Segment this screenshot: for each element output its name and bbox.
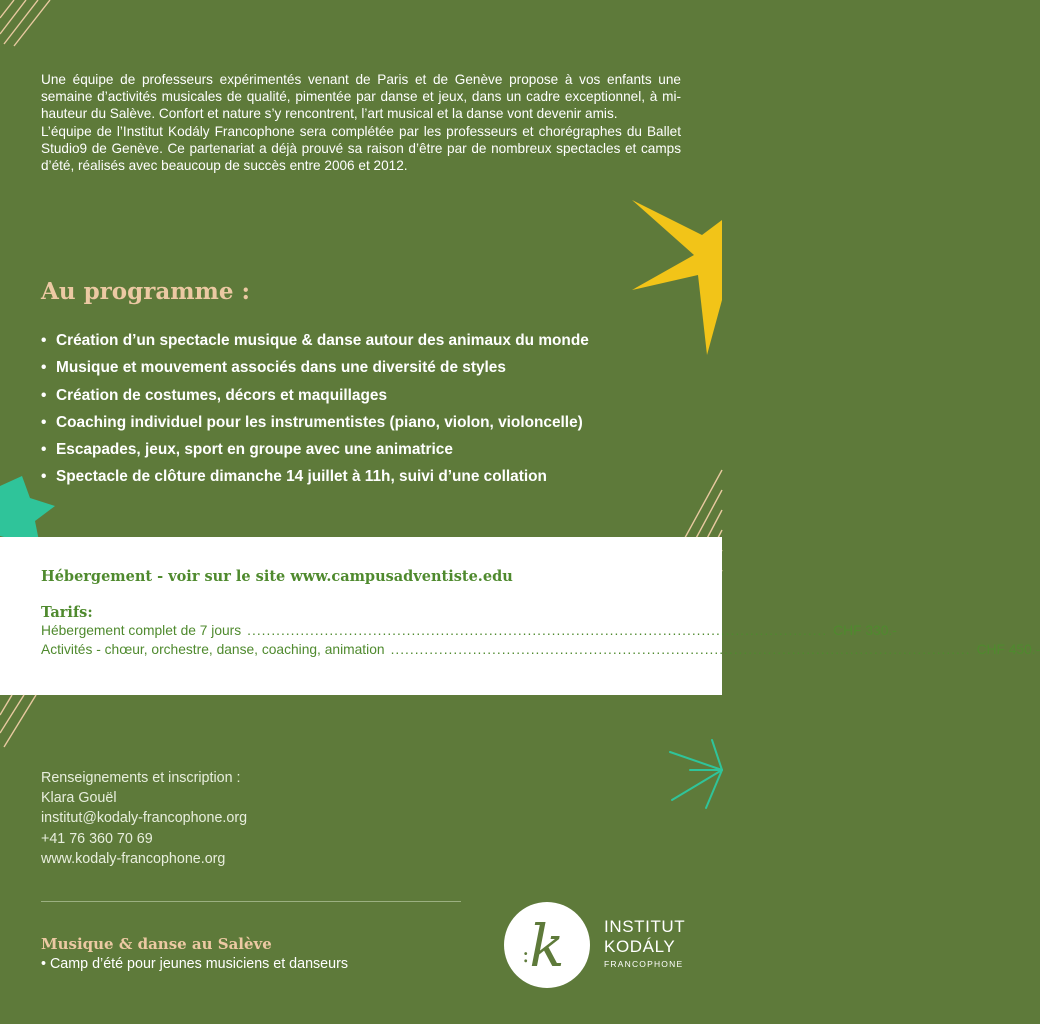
programme-item: • Création d’un spectacle musique & danse autour des animaux du monde bbox=[41, 331, 589, 358]
contact-name: Klara Gouël bbox=[41, 790, 117, 807]
programme-item: • Création de costumes, décors et maquillages bbox=[41, 386, 589, 413]
divider bbox=[41, 901, 461, 902]
logo-mark bbox=[504, 902, 590, 988]
contact-email[interactable]: institut@kodaly-francophone.org bbox=[41, 810, 248, 827]
contact-website[interactable]: www.kodaly-francophone.org bbox=[41, 850, 226, 867]
contact-phone[interactable]: +41 76 360 70 69 bbox=[41, 830, 153, 847]
logo-text bbox=[604, 917, 685, 969]
programme-item: • Coaching individuel pour les instrumentistes (piano, violon, violoncelle) bbox=[41, 413, 589, 440]
contact-block bbox=[41, 768, 247, 869]
logo-k-icon bbox=[504, 902, 590, 988]
leader-dots: ........................................................................................................................ bbox=[247, 623, 828, 638]
tarif-row-activities bbox=[41, 642, 1040, 657]
diagonal-stripes-top-left bbox=[0, 0, 60, 55]
accommodation-link-text: Hébergement - voir sur le site www.campusadventiste.edu bbox=[41, 568, 513, 585]
leader-dots: ........................................................................................................................ bbox=[390, 642, 971, 657]
intro-paragraph-2: L’équipe de l’Institut Kodály Francophone sera complétée par les professeurs et chorégraphes du Ballet Studio9 de Genève. Ce partenariat a déjà prouvé sa raison d’être par de nombreux spectacles et camps d’été, réalisés avec beaucoup de succès entre 2006 et 2012. bbox=[41, 123, 681, 174]
yellow-star-shape bbox=[632, 180, 722, 355]
tarifs-heading: Tarifs: bbox=[41, 604, 93, 621]
logo-line-francophone: FRANCOPHONE bbox=[604, 959, 684, 969]
intro-paragraph-1: Une équipe de professeurs expérimentés venant de Paris et de Genève propose à vos enfants une semaine d’activités musicales de qualité, pimentée par danse et jeux, dans un cadre exceptionnel, à mi-hauteur du Salève. Confort et nature s’y rencontrent, l’art musical et la danse vont devenir amis. bbox=[41, 72, 681, 122]
tarif-price: CHF 330.- bbox=[833, 623, 897, 638]
footer-title: Musique & danse au Salève bbox=[41, 935, 272, 953]
programme-heading: Au programme : bbox=[41, 278, 251, 305]
diagonal-stripes-left bbox=[0, 695, 36, 750]
tarif-label: Activités - chœur, orchestre, danse, coaching, animation bbox=[41, 642, 385, 657]
logo-line-institut: INSTITUT bbox=[604, 917, 686, 936]
intro-text bbox=[41, 71, 681, 174]
accommodation-band bbox=[0, 537, 722, 695]
contact-heading: Renseignements et inscription : bbox=[41, 770, 241, 786]
tarif-label: Hébergement complet de 7 jours bbox=[41, 623, 242, 638]
programme-item: • Spectacle de clôture dimanche 14 juillet à 11h, suivi d’une collation bbox=[41, 467, 589, 494]
programme-item: • Musique et mouvement associés dans une diversité de styles bbox=[41, 358, 589, 385]
logo-line-kodaly: KODÁLY bbox=[604, 937, 676, 956]
programme-list bbox=[41, 331, 589, 495]
svg-text:k: k bbox=[529, 912, 565, 980]
programme-item: • Escapades, jeux, sport en groupe avec une animatrice bbox=[41, 440, 589, 467]
svg-text::: : bbox=[522, 943, 530, 968]
tarif-price: CHF 450.- bbox=[976, 642, 1040, 657]
tarif-row-accommodation bbox=[41, 623, 897, 638]
teal-sparkle-shape bbox=[662, 740, 722, 810]
footer-subtitle: • Camp d’été pour jeunes musiciens et danseurs bbox=[41, 956, 348, 972]
